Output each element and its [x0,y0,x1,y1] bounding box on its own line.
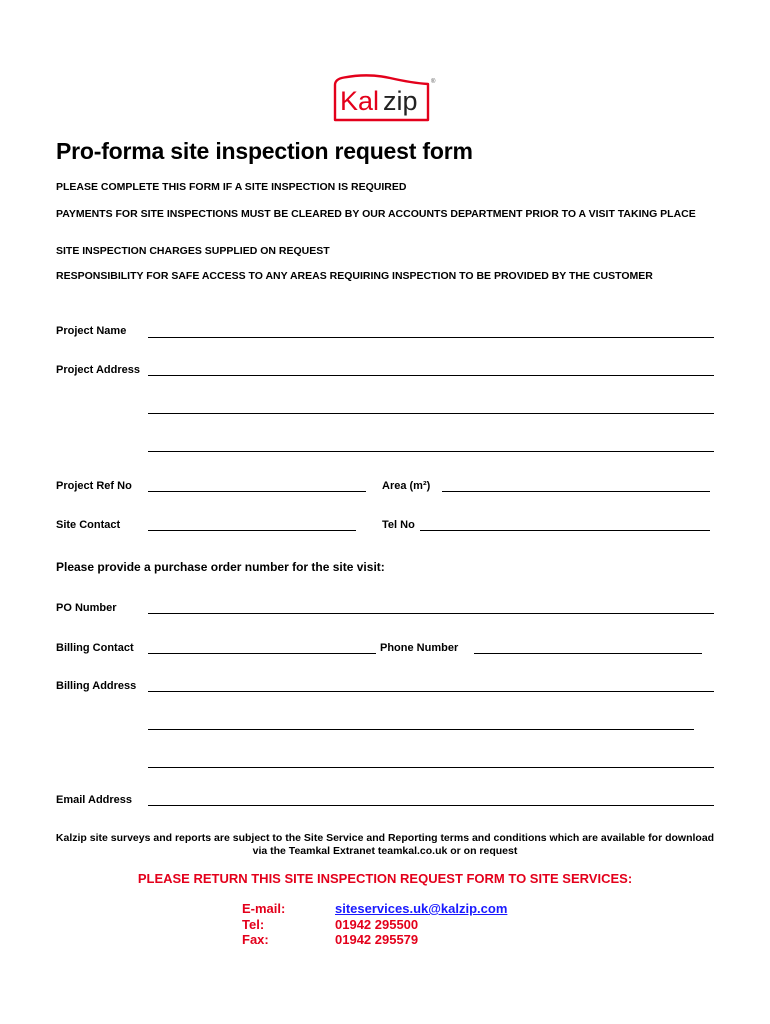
terms-notice: Kalzip site surveys and reports are subject to the Site Service and Reporting terms and conditions which are available for download via the Teamkal Extranet teamkal.co.uk or on request [55,832,715,857]
registered-mark: ® [431,79,436,85]
email-link[interactable]: siteservices.uk@kalzip.com [335,901,508,916]
billing-address-field-3[interactable] [148,767,714,768]
note-complete-form: PLEASE COMPLETE THIS FORM IF A SITE INSPECTION IS REQUIRED [56,181,407,193]
tel-value: 01942 295500 [335,917,419,932]
form-title: Pro-forma site inspection request form [56,138,473,164]
return-heading: PLEASE RETURN THIS SITE INSPECTION REQUEST FORM TO SITE SERVICES: [137,871,633,886]
billing-contact-field[interactable] [148,653,376,654]
label-project-address: Project Address [56,364,140,376]
site-contact-field[interactable] [148,530,356,531]
fax-value: 01942 295579 [335,932,419,947]
fax-label: Fax: [242,932,269,947]
tel-no-field[interactable] [420,530,710,531]
po-prompt: Please provide a purchase order number for the site visit: [56,560,385,574]
project-name-field[interactable] [148,337,714,338]
po-number-field[interactable] [148,613,714,614]
label-phone-number: Phone Number [380,642,459,654]
label-project-name: Project Name [56,325,127,337]
kalzip-logo [332,72,440,124]
project-address-field-1[interactable] [148,375,714,376]
logo-text-kal: Kal [340,86,380,116]
label-billing-contact: Billing Contact [56,642,134,654]
billing-address-field-1[interactable] [148,691,714,692]
label-area: Area (m²) [382,480,431,492]
billing-address-field-2[interactable] [148,729,694,730]
label-tel-no: Tel No [382,519,415,531]
note-payments: PAYMENTS FOR SITE INSPECTIONS MUST BE CLEARED BY OUR ACCOUNTS DEPARTMENT PRIOR TO A VISIT TAKING PLACE [56,208,696,220]
label-project-ref-no: Project Ref No [56,480,132,492]
label-billing-address: Billing Address [56,680,137,692]
note-charges: SITE INSPECTION CHARGES SUPPLIED ON REQUEST [56,245,330,257]
project-address-field-3[interactable] [148,451,714,452]
label-email-address: Email Address [56,794,133,806]
note-responsibility: RESPONSIBILITY FOR SAFE ACCESS TO ANY AREAS REQUIRING INSPECTION TO BE PROVIDED BY THE CUSTOMER [56,270,653,282]
project-ref-no-field[interactable] [148,491,366,492]
email-label: E-mail: [242,901,286,916]
label-site-contact: Site Contact [56,519,121,531]
phone-number-field[interactable] [474,653,702,654]
project-address-field-2[interactable] [148,413,714,414]
tel-label: Tel: [242,917,265,932]
area-field[interactable] [442,491,710,492]
label-po-number: PO Number [56,602,117,614]
logo-text-zip: zip [383,86,418,116]
email-address-field[interactable] [148,805,714,806]
